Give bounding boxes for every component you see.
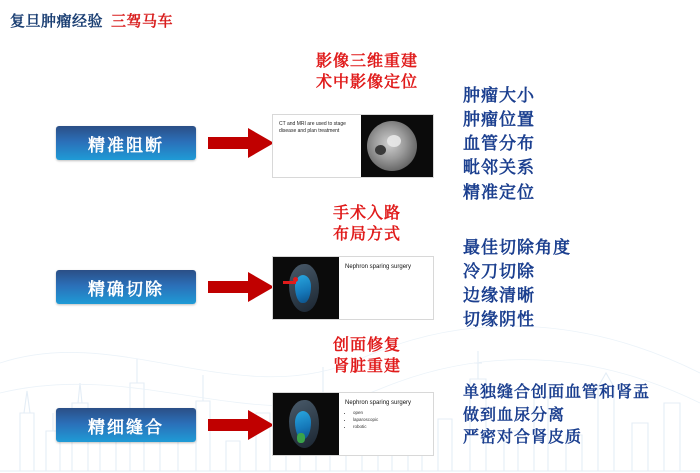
- list-item: 边缘清晰: [463, 286, 535, 306]
- section-heading-2: [272, 204, 462, 246]
- section-heading-1: [272, 52, 462, 94]
- section-heading-3-line2: 肾脏重建: [332, 357, 401, 375]
- list-item: • open: [353, 410, 428, 417]
- image-panel-2: [272, 256, 434, 320]
- section-heading-2-line1: 手术入路: [332, 205, 401, 222]
- panel-caption-3-wrap: [339, 393, 433, 455]
- kidney-3d-render-3: [273, 393, 339, 455]
- right-arrow-icon-2: [208, 272, 274, 302]
- panel-caption-2: Nephron sparing surgery: [345, 264, 412, 270]
- tumor-marker: [293, 277, 298, 282]
- panel-caption-3: Nephron sparing surgery: [345, 400, 412, 406]
- list-item: 毗邻关系: [463, 158, 535, 178]
- right-arrow-icon-1: [208, 128, 274, 158]
- section-heading-3: [272, 336, 462, 378]
- section-heading-1-line1: 影像三维重建: [315, 53, 418, 70]
- panel-caption-1: CT and MRI are used to stage disease and plan treatment: [279, 121, 346, 135]
- list-item: 肿瘤大小: [463, 86, 535, 105]
- kidney-3d-render-2: [273, 257, 339, 319]
- list-item: 精准定位: [463, 182, 535, 202]
- section-heading-1-line2: 术中影像定位: [315, 73, 418, 91]
- slide-title: [10, 10, 173, 31]
- list-item: 切缘阴性: [463, 310, 535, 330]
- section-heading-3-line1: 创面修复: [332, 337, 401, 354]
- list-item: 做到血尿分离: [463, 406, 566, 424]
- image-panel-1: [272, 114, 434, 178]
- stage-label-3[interactable]: 精细缝合: [56, 408, 196, 442]
- ct-scan-image: [361, 115, 433, 177]
- list-item: 血管分布: [463, 134, 535, 154]
- slide-title-accent: 三驾马车: [111, 13, 174, 30]
- ct-dark-region: [375, 145, 386, 155]
- stage-label-2[interactable]: 精确切除: [56, 270, 196, 304]
- image-panel-3: [272, 392, 434, 456]
- kidney-pelvis-marker: [297, 433, 305, 443]
- slide-title-main: 复旦肿瘤经验: [10, 13, 104, 30]
- panel-bullet-list-3: [345, 410, 428, 430]
- points-list-2: [463, 236, 571, 333]
- points-list-1: [463, 84, 535, 205]
- stage-label-1[interactable]: 精准阻断: [56, 126, 196, 160]
- list-item: • robotic: [353, 424, 428, 431]
- section-heading-2-line2: 布局方式: [332, 225, 401, 243]
- list-item: 最佳切除角度: [463, 238, 571, 257]
- list-item: • laparoscopic: [353, 417, 428, 424]
- list-item: 单独缝合创面血管和肾盂: [463, 384, 651, 401]
- right-arrow-icon-3: [208, 410, 274, 440]
- list-item: 冷刀切除: [463, 262, 535, 282]
- ct-lesion-marker: [387, 135, 401, 147]
- list-item: 严密对合肾皮质: [463, 429, 583, 447]
- points-list-3: [463, 382, 650, 450]
- list-item: 肿瘤位置: [463, 110, 535, 130]
